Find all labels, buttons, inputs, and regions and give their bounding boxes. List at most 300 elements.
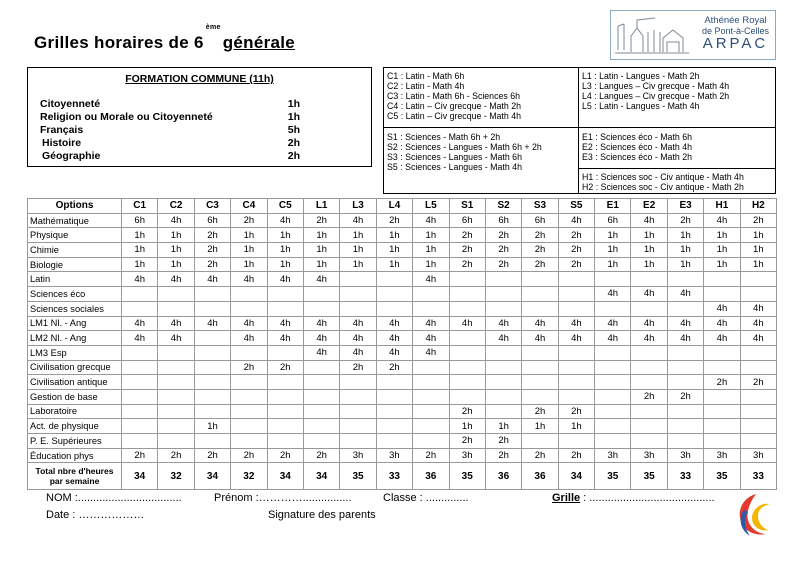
course-label: Civilisation antique xyxy=(28,375,122,390)
legend-c1: C1 : Latin - Math 6h xyxy=(387,71,465,81)
total-cell: 36 xyxy=(413,463,449,490)
hours-cell xyxy=(158,434,194,449)
hours-cell xyxy=(704,434,740,449)
hours-cell: 2h xyxy=(231,448,267,463)
hours-cell: 1h xyxy=(667,257,703,272)
legend-c3: C3 : Latin - Math 6h - Sciences 6h xyxy=(387,91,520,101)
hours-cell xyxy=(631,375,667,390)
hours-cell: 1h xyxy=(413,228,449,243)
hours-cell: 1h xyxy=(631,243,667,258)
hours-cell xyxy=(122,301,158,316)
hours-cell xyxy=(340,301,376,316)
hours-cell: 1h xyxy=(194,419,230,434)
course-label: Latin xyxy=(28,272,122,287)
hours-cell xyxy=(558,272,594,287)
formation-row xyxy=(42,137,300,150)
total-cell: 32 xyxy=(231,463,267,490)
hours-cell: 6h xyxy=(595,213,631,228)
hours-cell xyxy=(740,404,776,419)
hours-cell: 2h xyxy=(740,375,776,390)
legend-divider xyxy=(578,68,579,193)
hours-cell: 2h xyxy=(740,213,776,228)
hours-cell xyxy=(231,287,267,302)
header-grille: H2 xyxy=(740,199,776,214)
nom-field[interactable]: NOM :.................................. xyxy=(46,492,182,504)
hours-cell: 1h xyxy=(303,257,339,272)
hours-cell xyxy=(158,301,194,316)
legend-c5: C5 : Latin – Civ grecque - Math 4h xyxy=(387,111,521,121)
hours-cell: 4h xyxy=(631,331,667,346)
total-cell: 33 xyxy=(667,463,703,490)
hours-cell xyxy=(340,272,376,287)
hours-cell: 2h xyxy=(522,448,558,463)
header-options: Options xyxy=(28,199,122,214)
hours-cell: 1h xyxy=(158,243,194,258)
hours-cell: 2h xyxy=(558,257,594,272)
prenom-field[interactable]: Prénom :…………................ xyxy=(214,492,352,504)
hours-cell: 2h xyxy=(704,375,740,390)
hours-cell: 6h xyxy=(194,213,230,228)
hours-cell: 4h xyxy=(267,316,303,331)
legend-l5: L5 : Latin - Langues - Math 4h xyxy=(582,101,700,111)
total-cell: 35 xyxy=(631,463,667,490)
hours-cell xyxy=(267,375,303,390)
hours-cell xyxy=(485,404,521,419)
formation-row xyxy=(40,111,300,124)
hours-cell: 2h xyxy=(194,243,230,258)
hours-cell xyxy=(485,301,521,316)
hours-cell xyxy=(376,389,412,404)
hours-cell: 3h xyxy=(740,448,776,463)
hours-cell: 2h xyxy=(522,243,558,258)
hours-cell: 4h xyxy=(413,345,449,360)
table-row xyxy=(28,375,777,390)
hours-cell xyxy=(631,434,667,449)
hours-cell xyxy=(413,301,449,316)
hours-cell: 4h xyxy=(122,331,158,346)
title-tail: générale xyxy=(222,33,296,52)
course-label: Physique xyxy=(28,228,122,243)
hours-cell xyxy=(194,434,230,449)
hours-cell: 4h xyxy=(413,331,449,346)
hours-cell xyxy=(267,389,303,404)
hours-cell: 6h xyxy=(485,213,521,228)
hours-cell: 1h xyxy=(631,257,667,272)
hours-cell: 1h xyxy=(704,243,740,258)
hours-cell: 1h xyxy=(413,257,449,272)
hours-cell: 4h xyxy=(122,316,158,331)
hours-cell: 1h xyxy=(631,228,667,243)
hours-cell xyxy=(485,272,521,287)
hours-cell: 2h xyxy=(449,243,485,258)
total-cell: 35 xyxy=(449,463,485,490)
table-row xyxy=(28,243,777,258)
hours-cell xyxy=(376,287,412,302)
table-row xyxy=(28,389,777,404)
legend-l3: L3 : Langues – Civ grecque - Math 4h xyxy=(582,81,730,91)
course-label: Mathématique xyxy=(28,213,122,228)
hours-cell xyxy=(231,389,267,404)
hours-cell xyxy=(194,301,230,316)
options-hours-table xyxy=(27,198,777,490)
hours-cell xyxy=(704,287,740,302)
hours-cell: 2h xyxy=(667,213,703,228)
hours-cell: 4h xyxy=(340,316,376,331)
hours-cell: 2h xyxy=(267,448,303,463)
hours-cell: 3h xyxy=(704,448,740,463)
formation-commune-box xyxy=(27,67,372,167)
legend-c4: C4 : Latin – Civ grecque - Math 2h xyxy=(387,101,521,111)
title-main: Grilles horaires de 6 xyxy=(34,33,204,52)
hours-cell: 4h xyxy=(340,213,376,228)
hours-cell xyxy=(122,434,158,449)
hours-cell xyxy=(704,419,740,434)
page-title xyxy=(34,24,296,53)
hours-cell xyxy=(558,434,594,449)
hours-cell: 2h xyxy=(449,228,485,243)
hours-cell: 2h xyxy=(522,257,558,272)
hours-cell xyxy=(303,287,339,302)
total-cell: 32 xyxy=(158,463,194,490)
hours-cell: 1h xyxy=(704,228,740,243)
formation-label: Géographie xyxy=(42,150,101,162)
header-grille: L1 xyxy=(303,199,339,214)
hours-cell xyxy=(303,375,339,390)
hours-cell: 4h xyxy=(595,316,631,331)
total-cell: 34 xyxy=(558,463,594,490)
hours-cell xyxy=(740,287,776,302)
course-label: LM2 Nl. - Ang xyxy=(28,331,122,346)
hours-cell xyxy=(376,419,412,434)
hours-cell xyxy=(194,345,230,360)
formation-hours: 1h xyxy=(287,98,300,110)
formation-row xyxy=(40,124,300,137)
hours-cell: 1h xyxy=(413,243,449,258)
legend-l4: L4 : Langues – Civ grecque - Math 2h xyxy=(582,91,730,101)
hours-cell: 4h xyxy=(558,316,594,331)
course-label: Biologie xyxy=(28,257,122,272)
hours-cell: 3h xyxy=(449,448,485,463)
hours-cell xyxy=(667,434,703,449)
hours-cell: 4h xyxy=(704,301,740,316)
hours-cell xyxy=(413,434,449,449)
hours-cell: 4h xyxy=(158,213,194,228)
hours-cell: 2h xyxy=(413,448,449,463)
hours-cell xyxy=(704,272,740,287)
hours-cell xyxy=(595,301,631,316)
header-grille: C1 xyxy=(122,199,158,214)
hours-cell: 4h xyxy=(485,331,521,346)
table-row xyxy=(28,419,777,434)
hours-cell xyxy=(303,434,339,449)
hours-cell: 2h xyxy=(303,448,339,463)
hours-cell xyxy=(631,301,667,316)
total-cell: 33 xyxy=(376,463,412,490)
hours-cell: 1h xyxy=(231,228,267,243)
title-superscript: ème xyxy=(205,24,221,32)
hours-cell: 2h xyxy=(522,404,558,419)
course-label: LM3 Esp xyxy=(28,345,122,360)
table-row xyxy=(28,360,777,375)
course-label: Chimie xyxy=(28,243,122,258)
hours-cell xyxy=(522,434,558,449)
formation-hours: 5h xyxy=(287,124,300,136)
hours-cell xyxy=(704,389,740,404)
hours-cell: 1h xyxy=(340,243,376,258)
hours-cell: 4h xyxy=(303,345,339,360)
hours-cell: 4h xyxy=(303,272,339,287)
hours-cell xyxy=(522,375,558,390)
hours-cell xyxy=(376,272,412,287)
total-cell: 33 xyxy=(740,463,776,490)
legend-s1: S1 : Sciences - Math 6h + 2h xyxy=(387,132,501,142)
hours-cell: 4h xyxy=(595,287,631,302)
hours-cell xyxy=(667,272,703,287)
hours-cell: 2h xyxy=(449,257,485,272)
hours-cell: 6h xyxy=(522,213,558,228)
legend-divider xyxy=(384,127,578,128)
hours-cell: 2h xyxy=(485,243,521,258)
hours-cell: 2h xyxy=(122,448,158,463)
hours-cell: 2h xyxy=(558,243,594,258)
hours-cell xyxy=(595,345,631,360)
course-label: P. E. Supérieures xyxy=(28,434,122,449)
hours-cell: 1h xyxy=(704,257,740,272)
hours-cell xyxy=(449,331,485,346)
hours-cell xyxy=(631,272,667,287)
course-label: Gestion de base xyxy=(28,389,122,404)
hours-cell: 1h xyxy=(667,243,703,258)
formation-label: Religion ou Morale ou Citoyenneté xyxy=(40,111,213,123)
hours-cell: 1h xyxy=(340,257,376,272)
hours-cell xyxy=(340,404,376,419)
table-row xyxy=(28,316,777,331)
hours-cell: 4h xyxy=(631,213,667,228)
hours-cell: 4h xyxy=(413,316,449,331)
formation-hours: 2h xyxy=(287,150,300,162)
hours-cell xyxy=(595,272,631,287)
hours-cell: 1h xyxy=(158,228,194,243)
table-row xyxy=(28,228,777,243)
hours-cell xyxy=(595,434,631,449)
hours-cell: 2h xyxy=(522,228,558,243)
header-grille: E3 xyxy=(667,199,703,214)
grille-field[interactable] xyxy=(552,492,715,504)
logo-line1: Athénée Royal xyxy=(704,15,767,26)
hours-cell: 4h xyxy=(340,345,376,360)
hours-cell: 1h xyxy=(376,257,412,272)
hours-cell xyxy=(449,345,485,360)
header-grille: S2 xyxy=(485,199,521,214)
hours-cell: 4h xyxy=(376,345,412,360)
hours-cell: 4h xyxy=(340,331,376,346)
hours-cell: 4h xyxy=(631,287,667,302)
hours-cell xyxy=(267,404,303,419)
table-row xyxy=(28,301,777,316)
hours-cell: 4h xyxy=(740,301,776,316)
hours-cell: 4h xyxy=(267,331,303,346)
hours-cell xyxy=(413,389,449,404)
header-grille: E1 xyxy=(595,199,631,214)
table-row xyxy=(28,404,777,419)
hours-cell: 2h xyxy=(231,360,267,375)
table-row xyxy=(28,257,777,272)
formation-hours: 2h xyxy=(287,137,300,149)
grilles-legend-box xyxy=(383,67,776,194)
legend-h1: H1 : Sciences soc - Civ antique - Math 4h xyxy=(582,172,744,182)
hours-cell xyxy=(704,404,740,419)
hours-cell xyxy=(449,272,485,287)
hours-cell xyxy=(667,404,703,419)
hours-cell: 4h xyxy=(231,331,267,346)
hours-cell xyxy=(340,375,376,390)
hours-cell xyxy=(267,301,303,316)
hours-cell xyxy=(631,345,667,360)
hours-cell: 2h xyxy=(231,213,267,228)
legend-s3: S3 : Sciences - Langues - Math 6h xyxy=(387,152,522,162)
hours-cell xyxy=(122,375,158,390)
formation-title: FORMATION COMMUNE (11h) xyxy=(125,73,274,85)
header-grille: C5 xyxy=(267,199,303,214)
hours-cell: 1h xyxy=(740,228,776,243)
hours-cell: 3h xyxy=(667,448,703,463)
date-field[interactable]: Date : ……………… xyxy=(46,509,145,521)
hours-cell: 4h xyxy=(667,316,703,331)
hours-cell xyxy=(231,375,267,390)
hours-cell xyxy=(667,360,703,375)
hours-cell: 1h xyxy=(303,228,339,243)
hours-cell xyxy=(158,404,194,419)
hours-cell xyxy=(449,301,485,316)
hours-cell xyxy=(413,375,449,390)
formation-row xyxy=(40,98,300,111)
hours-cell xyxy=(558,287,594,302)
hours-cell: 4h xyxy=(194,316,230,331)
hours-cell xyxy=(740,360,776,375)
total-cell: 34 xyxy=(194,463,230,490)
hours-cell: 4h xyxy=(303,316,339,331)
course-label: Sciences sociales xyxy=(28,301,122,316)
hours-cell: 1h xyxy=(303,243,339,258)
legend-l1: L1 : Latin - Langues - Math 2h xyxy=(582,71,700,81)
hours-cell xyxy=(194,360,230,375)
hours-cell xyxy=(558,360,594,375)
total-cell: 34 xyxy=(267,463,303,490)
hours-cell xyxy=(340,434,376,449)
hours-cell: 2h xyxy=(194,257,230,272)
hours-cell: 1h xyxy=(595,228,631,243)
hours-cell: 1h xyxy=(267,228,303,243)
course-label: Éducation phys xyxy=(28,448,122,463)
hours-cell: 4h xyxy=(267,213,303,228)
hours-cell xyxy=(631,419,667,434)
table-row xyxy=(28,213,777,228)
course-label: Civilisation grecque xyxy=(28,360,122,375)
hours-cell xyxy=(122,419,158,434)
header-grille: C4 xyxy=(231,199,267,214)
hours-cell xyxy=(303,389,339,404)
table-header-row xyxy=(28,199,777,214)
hours-cell xyxy=(122,287,158,302)
legend-e1: E1 : Sciences éco - Math 6h xyxy=(582,132,693,142)
hours-cell xyxy=(158,360,194,375)
hours-cell xyxy=(667,345,703,360)
hours-cell xyxy=(158,419,194,434)
hours-cell xyxy=(595,360,631,375)
hours-cell: 2h xyxy=(158,448,194,463)
hours-cell: 2h xyxy=(631,389,667,404)
hours-cell xyxy=(522,287,558,302)
hours-cell xyxy=(449,360,485,375)
hours-cell: 1h xyxy=(231,243,267,258)
hours-cell: 1h xyxy=(485,419,521,434)
hours-cell xyxy=(485,345,521,360)
hours-cell: 4h xyxy=(631,316,667,331)
classe-field[interactable]: Classe : .............. xyxy=(383,492,469,504)
legend-e3: E3 : Sciences éco - Math 2h xyxy=(582,152,693,162)
table-row xyxy=(28,434,777,449)
hours-cell xyxy=(595,419,631,434)
hours-cell: 1h xyxy=(740,243,776,258)
header-grille: L5 xyxy=(413,199,449,214)
formation-row xyxy=(42,150,300,163)
header-grille: E2 xyxy=(631,199,667,214)
hours-cell xyxy=(704,360,740,375)
hours-cell xyxy=(122,345,158,360)
hours-cell xyxy=(667,375,703,390)
hours-cell: 4h xyxy=(413,272,449,287)
legend-e2: E2 : Sciences éco - Math 4h xyxy=(582,142,693,152)
hours-cell xyxy=(595,375,631,390)
total-label: Total nbre d'heures par semaine xyxy=(28,463,122,490)
grille-dots: : ......................................... xyxy=(580,492,715,504)
hours-cell xyxy=(522,389,558,404)
hours-cell: 3h xyxy=(340,448,376,463)
hours-cell xyxy=(667,301,703,316)
hours-cell: 3h xyxy=(376,448,412,463)
hours-cell: 2h xyxy=(667,389,703,404)
hours-cell xyxy=(158,345,194,360)
hours-cell: 6h xyxy=(122,213,158,228)
hours-cell xyxy=(740,345,776,360)
hours-cell xyxy=(231,404,267,419)
hours-cell: 2h xyxy=(485,448,521,463)
legend-c2: C2 : Latin - Math 4h xyxy=(387,81,465,91)
hours-cell: 2h xyxy=(558,448,594,463)
formation-label: Citoyenneté xyxy=(40,98,101,110)
hours-cell xyxy=(376,434,412,449)
hours-cell: 4h xyxy=(704,331,740,346)
header-grille: C2 xyxy=(158,199,194,214)
total-row xyxy=(28,463,777,490)
hours-cell: 1h xyxy=(558,419,594,434)
hours-cell: 4h xyxy=(740,331,776,346)
hours-cell xyxy=(449,375,485,390)
hours-cell xyxy=(485,360,521,375)
hours-cell xyxy=(595,404,631,419)
hours-cell: 1h xyxy=(376,228,412,243)
hours-cell: 2h xyxy=(194,448,230,463)
hours-cell xyxy=(231,301,267,316)
table-row xyxy=(28,287,777,302)
legend-divider xyxy=(578,168,775,169)
hours-cell: 4h xyxy=(231,272,267,287)
hours-cell xyxy=(413,287,449,302)
hours-cell: 4h xyxy=(376,331,412,346)
hours-cell: 2h xyxy=(376,213,412,228)
hours-cell xyxy=(558,389,594,404)
hours-cell: 4h xyxy=(122,272,158,287)
